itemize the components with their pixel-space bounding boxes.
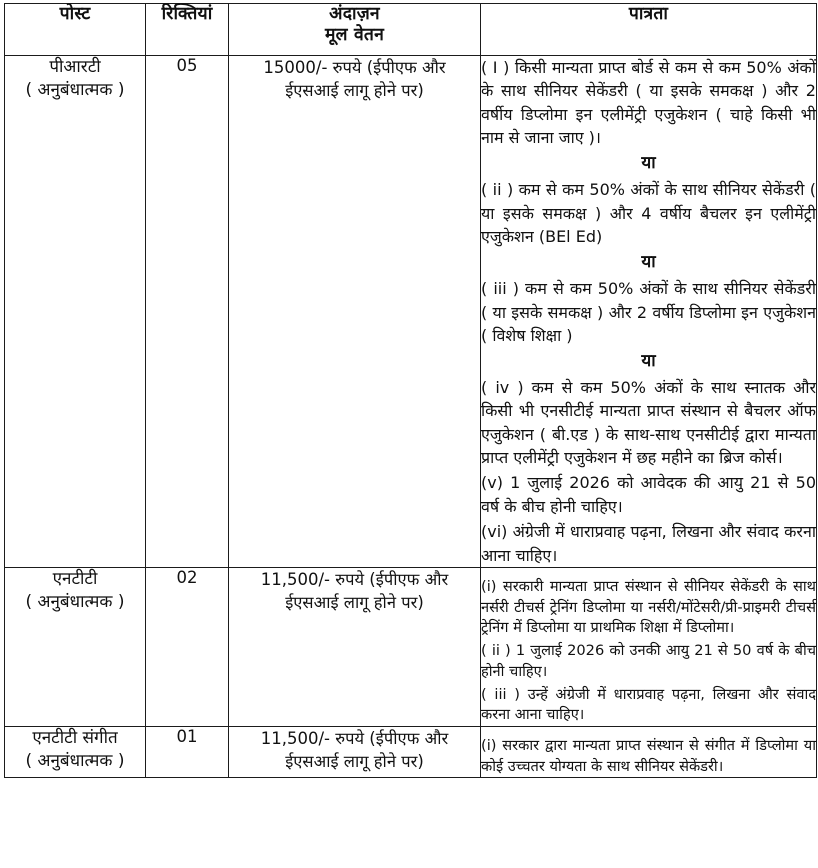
post-name: एनटीटी संगीत <box>32 727 118 748</box>
eligibility-item: ( ii ) कम से कम 50% अंकों के साथ सीनियर सेकेंडरी ( या इसके समकक्ष ) और 4 वर्षीय बैचलर इन एलीमेंट्री एजुकेशन (BEl Ed) <box>481 180 816 246</box>
vacancy-eligibility-table <box>4 3 817 778</box>
pay-line-1: 15000/- रुपये (ईपीएफ और <box>263 58 446 77</box>
post-cell <box>5 567 146 726</box>
column-header-post <box>5 4 146 56</box>
pay-cell <box>229 56 481 568</box>
pay-line-2: ईएसआई लागू होने पर) <box>285 81 424 101</box>
eligibility-item: ( I ) किसी मान्यता प्राप्त बोर्ड से कम से कम 50% अंकों के साथ सीनियर सेकेंडरी ( या इसके समकक्ष ) और 2 वर्षीय डिप्लोमा इन एलीमेंट्री एजुकेशन ( चाहे किसी भी नाम से जाना जाए )। <box>481 58 816 148</box>
vacancies-cell: 02 <box>146 567 229 726</box>
document-page <box>0 3 818 868</box>
eligibility-cell <box>481 56 817 568</box>
post-name: एनटीटी <box>52 568 98 589</box>
column-header-post-label: पोस्ट <box>59 4 91 24</box>
pay-line-2: ईएसआई लागू होने पर) <box>285 752 424 772</box>
eligibility-item: (i) सरकारी मान्यता प्राप्त संस्थान से सीनियर सेकेंडरी के साथ नर्सरी टीचर्स ट्रेनिंग डिप्लोमा या नर्सरी/मोंटेसरी/प्री-प्राइमरी टीचर्स ट्रेनिंग में डिप्लोमा या प्राथमिक शिक्षा में डिप्लोमा। <box>481 577 816 637</box>
table-header <box>5 4 817 56</box>
eligibility-item: ( iii ) उन्हें अंग्रेजी में धाराप्रवाह पढ़ना, लिखना और संवाद करना आना चाहिए। <box>481 685 816 724</box>
pay-line-1: 11,500/- रुपये (ईपीएफ और <box>260 728 449 748</box>
eligibility-cell <box>481 726 817 777</box>
table-row <box>5 726 817 777</box>
pay-line-1: 11,500/- रुपये (ईपीएफ और <box>260 569 449 589</box>
post-name: पीआरटी <box>49 57 101 77</box>
post-subtitle: ( अनुबंधात्मक ) <box>25 79 125 100</box>
or-separator: या <box>641 153 656 174</box>
or-separator: या <box>641 252 656 273</box>
column-header-eligibility <box>481 4 817 56</box>
column-header-pay-line1: अंदाज़न <box>329 4 380 24</box>
post-cell <box>5 726 146 777</box>
or-separator: या <box>641 351 656 372</box>
post-subtitle: ( अनुबंधात्मक ) <box>25 591 125 612</box>
column-header-vacancies-label: रिक्तियां <box>161 4 213 24</box>
table-row <box>5 56 817 568</box>
table-row <box>5 567 817 726</box>
column-header-pay <box>229 4 481 56</box>
pay-line-2: ईएसआई लागू होने पर) <box>285 593 424 613</box>
column-header-pay-line2: मूल वेतन <box>324 24 385 45</box>
eligibility-item: ( iii ) कम से कम 50% अंकों के साथ सीनियर सेकेंडरी ( या इसके समकक्ष ) और 2 वर्षीय डिप्लोमा इन एजुकेशन ( विशेष शिक्षा ) <box>481 279 816 345</box>
column-header-vacancies <box>146 4 229 56</box>
pay-cell <box>229 567 481 726</box>
post-subtitle: ( अनुबंधात्मक ) <box>25 750 125 771</box>
eligibility-item: (i) सरकार द्वारा मान्यता प्राप्त संस्थान से संगीत में डिप्लोमा या कोई उच्चतर योग्यता के साथ सीनियर सेकेंडरी। <box>481 736 816 775</box>
eligibility-cell <box>481 567 817 726</box>
table-body <box>5 56 817 778</box>
post-cell <box>5 56 146 568</box>
vacancies-cell: 05 <box>146 56 229 568</box>
eligibility-item: (v) 1 जुलाई 2026 को आवेदक की आयु 21 से 50 वर्ष के बीच होनी चाहिए। <box>481 473 816 516</box>
column-header-eligibility-label: पात्रता <box>628 4 669 24</box>
pay-cell <box>229 726 481 777</box>
table-header-row <box>5 4 817 56</box>
eligibility-item: ( ii ) 1 जुलाई 2026 को उनकी आयु 21 से 50 वर्ष के बीच होनी चाहिए। <box>481 642 816 680</box>
eligibility-item: ( iv ) कम से कम 50% अंकों के साथ स्नातक और किसी भी एनसीटीई मान्यता प्राप्त संस्थान से बैचलर ऑफ एजुकेशन ( बी.एड ) के साथ-साथ एनसीटीई द्वारा मान्यता प्राप्त एलीमेंट्री एजुकेशन में छह महीने का ब्रिज कोर्स। <box>481 378 816 468</box>
vacancies-cell: 01 <box>146 726 229 777</box>
eligibility-item: (vi) अंग्रेजी में धाराप्रवाह पढ़ना, लिखना और संवाद करना आना चाहिए। <box>481 522 816 565</box>
